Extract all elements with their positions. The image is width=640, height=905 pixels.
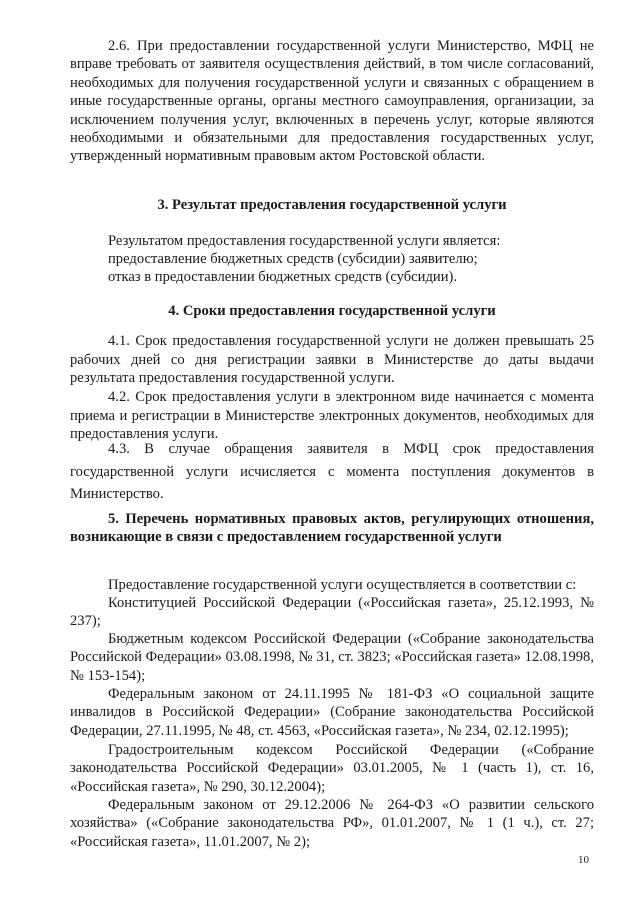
act-urban-code: Градостроительным кодексом Российской Федерации («Собрание законодательства Российской Федерации» 03.01.2005, № 1 (часть 1), ст. 16, «Российская газета», № 290, 30.12.2004); [70,742,594,795]
section-5-heading: 5. Перечень нормативных правовых актов, регулирующих отношения, возникающие в связи с предоставлением государственной услуги [70,511,594,546]
paragraph-4-2: 4.2. Срок предоставления услуги в электронном виде начинается с момента приема и регистрации в Министерстве электронных документов, необходимых для предоставления услуги. [70,389,594,443]
section-4-heading: 4. Сроки предоставления государственной услуги [168,303,496,319]
act-fz-181: Федеральным законом от 24.11.1995 № 181-ФЗ «О социальной защите инвалидов в Российской Федерации» (Собрание законодательства Российской Федерации, 27.11.1995, № 48, ст. 4563, «Российская газета», № 234, 02.12.1995); [70,686,594,739]
result-item-1: предоставление бюджетных средств (субсидии) заявителю; [108,251,478,267]
paragraph-2-6: 2.6. При предоставлении государственной услуги Министерство, МФЦ не вправе требовать от заявителя осуществления действий, в том числе согласований, необходимых для получения государственной услуги и связанных с обращением в иные государственные органы, органы местного самоуправления, организации, за исключением получения услуг, включенных в перечень услуг, которые являются необходимыми и обязательными для предоставления государственных услуг, утвержденный нормативным правовым актом Ростовской области. [70,38,594,165]
result-item-2: отказ в предоставлении бюджетных средств (субсидии). [108,269,458,285]
act-fz-264: Федеральным законом от 29.12.2006 № 264-ФЗ «О развитии сельского хозяйства» («Собрание законодательства РФ», 01.01.2007, № 1 (1 ч.), ст. 27; «Российская газета», 11.01.2007, № 2); [70,797,594,850]
section-3-heading: 3. Результат предоставления государственной услуги [157,197,507,213]
page-number: 10 [578,854,589,866]
paragraph-4-3: 4.3. В случае обращения заявителя в МФЦ срок предоставления государственной услуги исчисляется с момента поступления документов в Министерство. [70,441,594,502]
result-intro: Результатом предоставления государственной услуги является: [108,233,501,249]
act-constitution: Конституцией Российской Федерации («Российская газета», 25.12.1993, № 237); [70,595,594,630]
act-budget-code: Бюджетным кодексом Российской Федерации («Собрание законодательства Российской Федерации» 03.08.1998, № 31, ст. 3823; «Российская газета» 12.08.1998, № 153-154); [70,631,594,684]
acts-intro: Предоставление государственной услуги осуществляется в соответствии с: [108,577,577,593]
paragraph-4-1: 4.1. Срок предоставления государственной услуги не должен превышать 25 рабочих дней со дня регистрации заявки в Министерстве до даты выдачи результата предоставления государственной услуги. [70,333,594,387]
